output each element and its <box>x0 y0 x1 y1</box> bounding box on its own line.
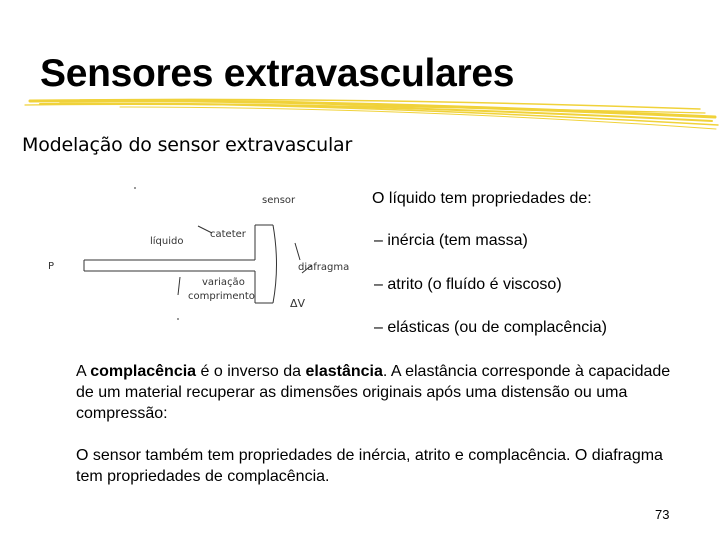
label-variacao: variação <box>202 277 245 288</box>
slide-subtitle: Modelação do sensor extravascular <box>22 134 353 156</box>
para1-bold-complacencia: complacência <box>90 363 197 380</box>
label-cateter: cateter <box>210 229 246 240</box>
para1-bold-elastancia: elastância <box>305 363 383 380</box>
paragraph-complacencia <box>76 361 676 424</box>
property-friction: – atrito (o fluído é viscoso) <box>374 276 562 293</box>
para1-part3: . A elastância corresponde à capacidade de um material recuperar as dimensões originais após uma distensão ou uma compressão: <box>76 363 671 422</box>
page-number: 73 <box>655 507 670 522</box>
label-liquido: líquido <box>150 236 184 247</box>
label-comprimento: comprimento <box>188 291 255 302</box>
label-pressure: P <box>48 261 55 272</box>
property-elastic: – elásticas (ou de complacência) <box>374 319 608 336</box>
sensor-diagram <box>40 185 350 325</box>
properties-heading: O líquido tem propriedades de: <box>372 190 592 207</box>
label-sensor: sensor <box>262 195 296 206</box>
paragraph-sensor-properties: O sensor também tem propriedades de inércia, atrito e complacência. O diafragma tem propriedades de complacência. <box>76 447 663 485</box>
title-underline-brush <box>0 95 720 135</box>
para1-part1: A <box>76 363 91 380</box>
label-diafragma: diafragma <box>298 262 350 273</box>
slide-title: Sensores extravasculares <box>40 52 515 95</box>
para1-part2: é o inverso da <box>196 363 306 380</box>
property-inertia: – inércia (tem massa) <box>374 232 528 249</box>
label-delta-v: ΔV <box>290 297 306 310</box>
